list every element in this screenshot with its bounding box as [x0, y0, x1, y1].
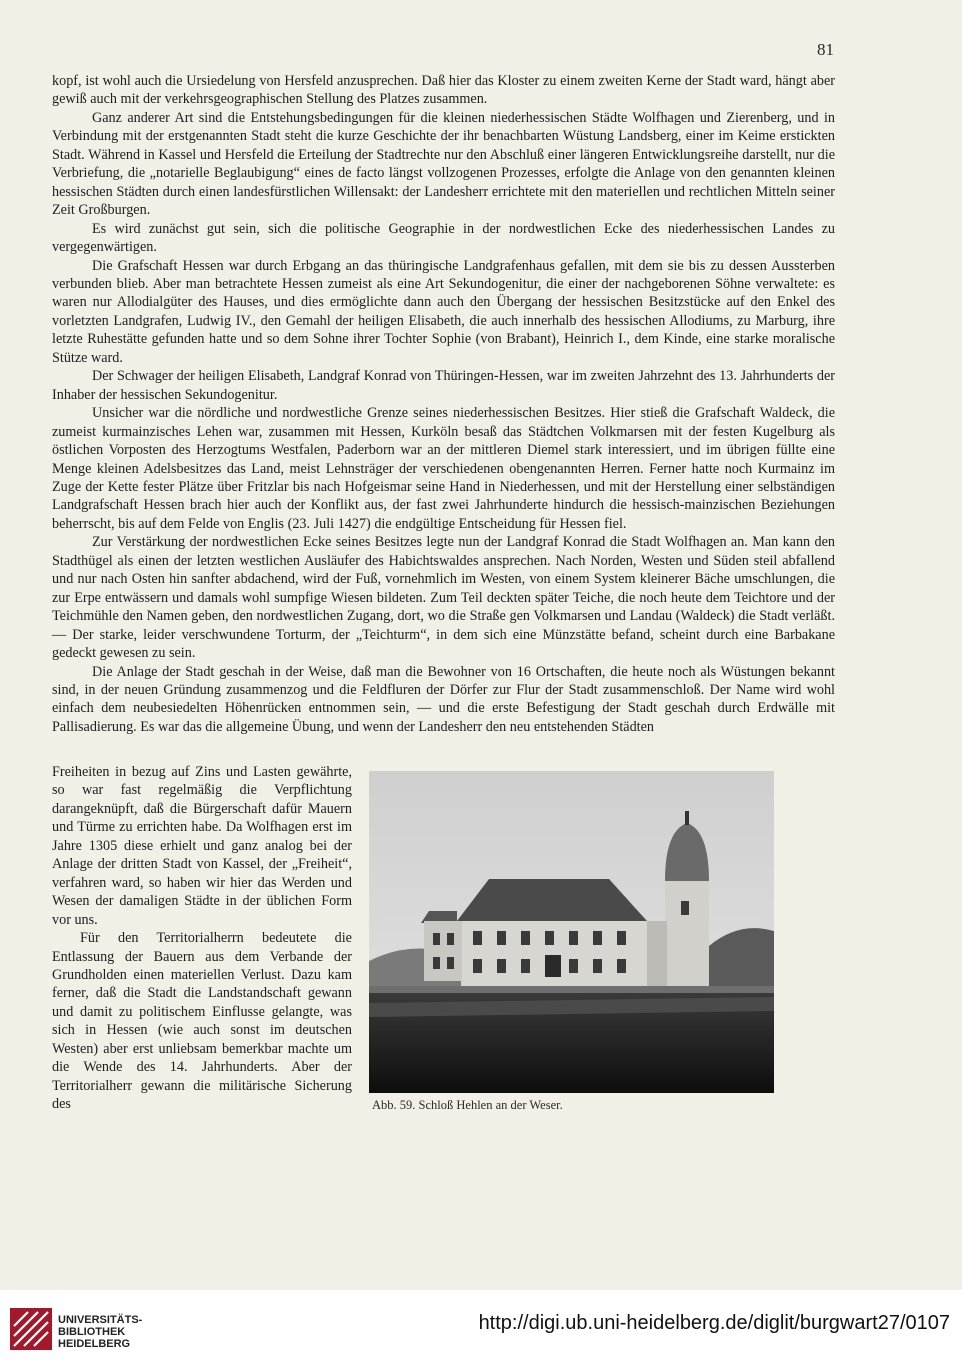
institution-line: UNIVERSITÄTS- [58, 1314, 143, 1326]
paragraph: Der Schwager der heiligen Elisabeth, Landgraf Konrad von Thüringen-Hessen, war im zweiten Jahrzehnt des 13. Jahrhunderts der Inhaber der hessischen Sekundogenitur. [52, 368, 835, 403]
castle-photograph [369, 771, 774, 1093]
institution-line: BIBLIOTHEK [58, 1326, 126, 1338]
paragraph: Freiheiten in bezug auf Zins und Lasten gewährte, so war fast regelmäßig die Verpflichtung darangeknüpft, daß die Bürgerschaft dafür Mauern und Türme zu errichten habe. Da Wolfhagen erst im Jahre 1305 diese erhielt und ganz analog bei der Anlage der dritten Stadt von Kassel, der „Freiheit“, verfahren ward, so haben wir hier das Werden und Wesen der damaligen Städte in der üblichen Form vor uns. [52, 764, 352, 928]
figure-caption: Abb. 59. Schloß Hehlen an der Weser. [372, 1098, 563, 1112]
paragraph: Ganz anderer Art sind die Entstehungsbedingungen für die kleinen niederhessischen Städte Wolfhagen und Zierenberg, und in Verbindung mit der erstgenannten Stadt steht die kurze Geschichte der ihr benachbarten Wüstung Landsberg, einer im Keime erstickten Stadt. Während in Kassel und Hersfeld die Erteilung der Stadtrechte nur den Abschluß einer längeren Entwicklungsreihe darstellt, nur die Verbriefung, die „notarielle Beglaubigung“ eines de facto längst vollzogenen Prozesses, erfolgte die Anlage von den genannten kleinen hessischen Städten durch einen landesfürstlichen Willensakt: der Landesherr errichtete mit den materiellen und rechtlichen Mitteln seiner Zeit Großburgen. [52, 109, 835, 219]
main-text [52, 72, 835, 736]
column-text [52, 763, 352, 1114]
permalink-url[interactable]: http://digi.ub.uni-heidelberg.de/diglit/burgwart27/0107 [478, 1312, 950, 1334]
paragraph: kopf, ist wohl auch die Ursiedelung von Hersfeld anzusprechen. Daß hier das Kloster zu einem zweiten Kerne der Stadt ward, hängt aber gewiß auch mit der verkehrsgeographischen Stellung des Platzes zusammen. [52, 73, 835, 108]
university-seal-icon [10, 1308, 52, 1350]
paragraph: Die Grafschaft Hessen war durch Erbgang an das thüringische Landgrafenhaus gefallen, mit dem sie bis zu dessen Aussterben verbunden blieb. Aber man betrachtete Hessen zumeist als eine Art Sekundogenitur, die einer der nachgeborenen Söhne verwaltete: es waren nur Allodialgüter des Hauses, und dies ermöglichte dann auch den Übergang der hessischen Besitzstücke auf den Enkel des vorletzten Landgrafen, Ludwig IV., den Gemahl der heiligen Elisabeth, die auch innerhalb des hessischen Allodiums, zu Marburg, ihre letzte Ruhestätte gefunden hatte und so dem Sohne ihrer Tochter Sophie (von Brabant), Heinrich I., dem Kinde, eine starke moralische Stütze ward. [52, 257, 835, 366]
institution-line: HEIDELBERG [58, 1338, 131, 1350]
page-number: 81 [817, 40, 834, 59]
paragraph: Unsicher war die nördliche und nordwestliche Grenze seines niederhessischen Besitzes. Hier stieß die Grafschaft Waldeck, die zumeist kurmainzisches Lehen war, zusammen mit Hessen, Kurköln besaß das Städtchen Volkmarsen mit der festen Kugelburg als östlichen Vorposten des Herzogtums Westfalen, Paderborn war an der mittleren Diemel stark interessiert, und im übrigen füllte eine Menge kleinen Adelsbesitzes das Land, meist Lehnsträger der verschiedenen obengenannten Herren. Ferner hatte noch Kurmainz im Zuge der Kette fester Plätze über Fritzlar bis nach Hofgeismar seine Hand in Niederhessen, und mit der Herstellung einer selbständigen Landgrafschaft Hessen brach hier auch der Konflikt aus, der fast zwei Jahrhunderte hindurch die hessisch-mainzischen Beziehungen beherrscht, bis auf dem Felde von Englis (23. Juli 1427) die endgültige Entscheidung für Hessen fiel. [52, 405, 835, 532]
library-footer [0, 1290, 962, 1367]
paragraph: Zur Verstärkung der nordwestlichen Ecke seines Besitzes legte nun der Landgraf Konrad die Stadt Wolfhagen an. Man kann den Stadthügel als einen der letzten westlichen Ausläufer des Habichtswaldes ansprechen. Nach Norden, Westen und Süden steil abfallend und nur nach Osten hin sanfter abdachend, wird der Fuß, vornehmlich im Westen, von einem System kleinerer Bäche umschlungen, die zur Erpe entwässern und damals wohl sumpfige Wiesen bildeten. Zum Teil deckten später Teiche, die noch heute dem Teichtore und der Teichmühle den Namen geben, den nordwestlichen Zugang, dort, wo die Straße gen Volkmarsen und Landau (Waldeck) die Stadt verläßt. — Der starke, leider verschwundene Torturm, der „Teichturm“, in dem sich eine Münzstätte befand, scheint durch eine Barbakane gedeckt gewesen zu sein. [52, 534, 835, 662]
institution-name [58, 1314, 142, 1350]
paragraph: Es wird zunächst gut sein, sich die politische Geographie in der nordwestlichen Ecke des niederhessischen Landes zu vergegenwärtigen. [52, 220, 835, 256]
paragraph: Die Anlage der Stadt geschah in der Weise, daß man die Bewohner von 16 Ortschaften, die heute noch als Wüstungen bekannt sind, in der neuen Gründung zusammenzog und die Feldfluren der Dörfer zur Flur der Stadt zusammenschloß. Der Name wird wohl einfach dem neubesiedelten Höhenrücken entnommen sein, — und die erste Befestigung der Stadt geschah durch Erdwälle mit Pallisadierung. Es war das die allgemeine Übung, und wenn der Landesherr den neu entstehenden Städten [52, 663, 835, 735]
paragraph: Für den Territorialherrn bedeutete die Entlassung der Bauern aus dem Verbande der Grundholden einen materiellen Verlust. Dazu kam ferner, daß die Stadt die Landstandschaft gewann und damit zu politischem Einflusse gelangte, was sich in Hessen (wie auch sonst im deutschen Westen) aber erst unliebsam bemerkbar machte um die Wende des 14. Jahrhunderts. Aber der Territorialherr gewann die militärische Sicherung des [52, 930, 352, 1113]
